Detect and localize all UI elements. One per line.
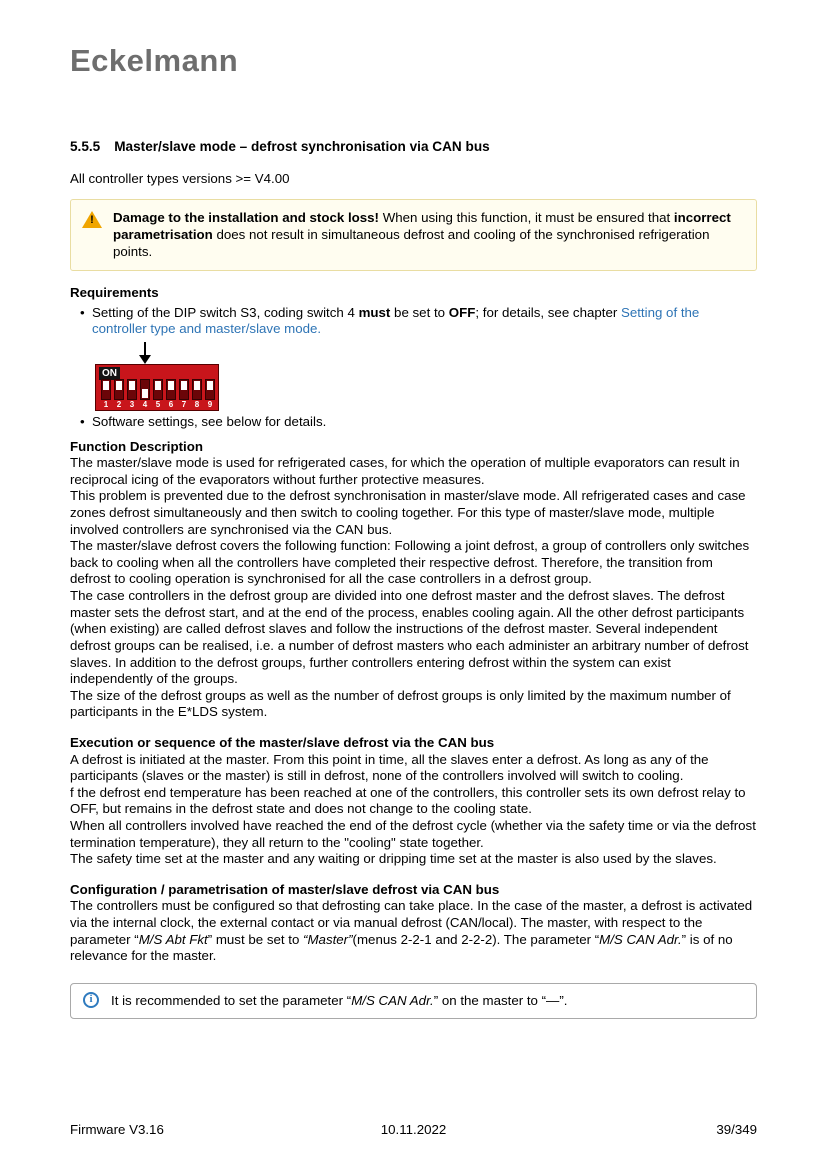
footer-page-number: 39/349 xyxy=(716,1122,757,1137)
dip-switch-number-8: 8 xyxy=(194,400,200,409)
paragraph: The controllers must be configured so that defrosting can take place. In the case of the master, a defrost is activated via the internal clock, the external contact or via manual defrost (CAN/local). The master, with respect to the parameter “M/S Abt Fkt” must be set to “Master”(menus 2-2-1 and 2-2-2). The parameter “M/S CAN Adr.” is of no relevance for the master. xyxy=(70,898,753,964)
dip-switch-figure xyxy=(95,342,225,411)
section-heading xyxy=(70,139,757,156)
dip-switch-arrow xyxy=(95,342,225,364)
dip-switch-numbers xyxy=(101,400,215,410)
paragraph: The size of the defrost groups as well as the number of defrost groups is only limited by the maximum number of participants in the E*LDS system. xyxy=(70,687,731,720)
dip-switch-s3 xyxy=(95,364,219,411)
configuration-text xyxy=(70,898,757,964)
intro-line: All controller types versions >= V4.00 xyxy=(70,170,290,186)
dip-switch-toggle-1 xyxy=(101,379,111,400)
dip-switch-toggle-2 xyxy=(114,379,124,400)
paragraph: The master/slave mode is used for refrigerated cases, for which the operation of multiple evaporators can result in reciprocal icing of the evaporators without further protective measures. xyxy=(70,455,740,487)
footer-date: 10.11.2022 xyxy=(380,1122,447,1137)
dip-switch-toggle-8 xyxy=(192,379,202,400)
dip-switch-toggle-9 xyxy=(205,379,215,400)
paragraph: The case controllers in the defrost group are divided into one defrost master and the defrost slaves. The defrost master sets the defrost start, and at the end of the process, enables cooling again. All the other defrost participants (when existing) are called defrost slaves and follow the instructions of the defrost master. Several independent defrost groups can be realised, i.e. a number of defrost masters who each administer an arbitrary number of defrost slaves. In addition to the defrost groups, further controllers entering defrost within the system can exist independently of the groups. xyxy=(70,588,749,687)
dip-switch-number-9: 9 xyxy=(207,400,213,409)
dip-switch-number-2: 2 xyxy=(116,400,122,409)
paragraph: The master/slave defrost covers the following function: Following a joint defrost, a group of controllers only switches back to cooling when all the controllers have completed their respective defrost. Therefore, the transition from defrost to cooling operation is synchronised for all the case controllers in a defrost group. xyxy=(70,538,750,587)
configuration-heading: Configuration / parametrisation of master/slave defrost via CAN bus xyxy=(70,881,500,897)
paragraph: The safety time set at the master and any waiting or dripping time set at the master is also used by the slaves. xyxy=(70,851,717,867)
dip-switch-number-6: 6 xyxy=(168,400,174,409)
dip-on-label: ON xyxy=(99,367,120,380)
param-ms-abt-fkt: M/S Abt Fkt xyxy=(138,931,208,947)
dip-switch-row xyxy=(101,379,215,400)
param-ms-can-adr-note: M/S CAN Adr. xyxy=(351,992,434,1008)
warning-bold-lead: Damage to the installation and stock loss! xyxy=(113,210,379,226)
dip-switch-number-7: 7 xyxy=(181,400,187,409)
paragraph: When all controllers involved have reached the end of the defrost cycle (whether via the safety time or via the defrost termination temperature), they all return to the "cooling" state together. xyxy=(70,818,756,850)
function-description-heading: Function Description xyxy=(70,438,203,454)
value-master: “Master” xyxy=(303,931,353,947)
info-note-box xyxy=(70,983,757,1019)
dip-switch-number-3: 3 xyxy=(129,400,135,409)
section-number: 5.5.5 xyxy=(70,138,101,154)
warning-bold-param: incorrect parametrisation xyxy=(113,210,731,242)
warning-text: Damage to the installation and stock loss! When using this function, it must be ensured that incorrect parametrisation does not result in simultaneous defrost and cooling of the synchronised refrigeration points. xyxy=(113,210,731,259)
execution-heading: Execution or sequence of the master/slave defrost via the CAN bus xyxy=(70,734,495,750)
param-ms-can-adr: M/S CAN Adr. xyxy=(599,931,682,947)
paragraph: This problem is prevented due to the defrost synchronisation in master/slave mode. All refrigerated cases and case zones defrost simultaneously and then switch to cooling together. For this type of master/slave mode, multiple involved controllers are synchronised via the CAN bus. xyxy=(70,488,746,537)
function-description-text xyxy=(70,455,757,721)
section-title: Master/slave mode – defrost synchronisation via CAN bus xyxy=(114,138,490,154)
requirements-heading: Requirements xyxy=(70,285,159,301)
requirement-item-software: • Software settings, see below for details. xyxy=(70,414,757,431)
dip-switch-toggle-3 xyxy=(127,379,137,400)
dip-switch-toggle-4 xyxy=(140,379,150,400)
eckelmann-logo: Eckelmann xyxy=(70,43,239,78)
footer-firmware: Firmware V3.16 xyxy=(70,1122,164,1137)
paragraph: A defrost is initiated at the master. From this point in time, all the slaves enter a defrost. As long as any of the participants (slaves or the master) is still in defrost, none of the controllers involved will switch to cooling. xyxy=(70,751,709,784)
page-footer xyxy=(70,1122,757,1139)
dip-switch-number-1: 1 xyxy=(103,400,109,409)
warning-icon xyxy=(82,211,102,229)
dip-switch-toggle-7 xyxy=(179,379,189,400)
chapter-link[interactable]: Setting of the controller type and master/slave mode. xyxy=(92,304,700,337)
dip-switch-toggle-6 xyxy=(166,379,176,400)
dip-switch-number-5: 5 xyxy=(155,400,161,409)
paragraph: f the defrost end temperature has been reached at one of the controllers, this controller sets its own defrost relay to OFF, but remains in the defrost state and does not change to the cooling state. xyxy=(70,784,746,817)
requirement-item-dip: • Setting of the DIP switch S3, coding switch 4 must be set to OFF; for details, see chapter Setting of the controller type and master/slave mode. xyxy=(70,305,757,338)
warning-box xyxy=(70,199,757,271)
info-icon xyxy=(83,992,99,1008)
dip-switch-number-4: 4 xyxy=(142,400,148,409)
dip-switch-toggle-5 xyxy=(153,379,163,400)
requirements-list-2 xyxy=(70,414,757,431)
requirements-list xyxy=(70,305,757,338)
execution-text xyxy=(70,752,757,868)
info-note-text: It is recommended to set the parameter “M/S CAN Adr.” on the master to “—”. xyxy=(111,992,568,1008)
